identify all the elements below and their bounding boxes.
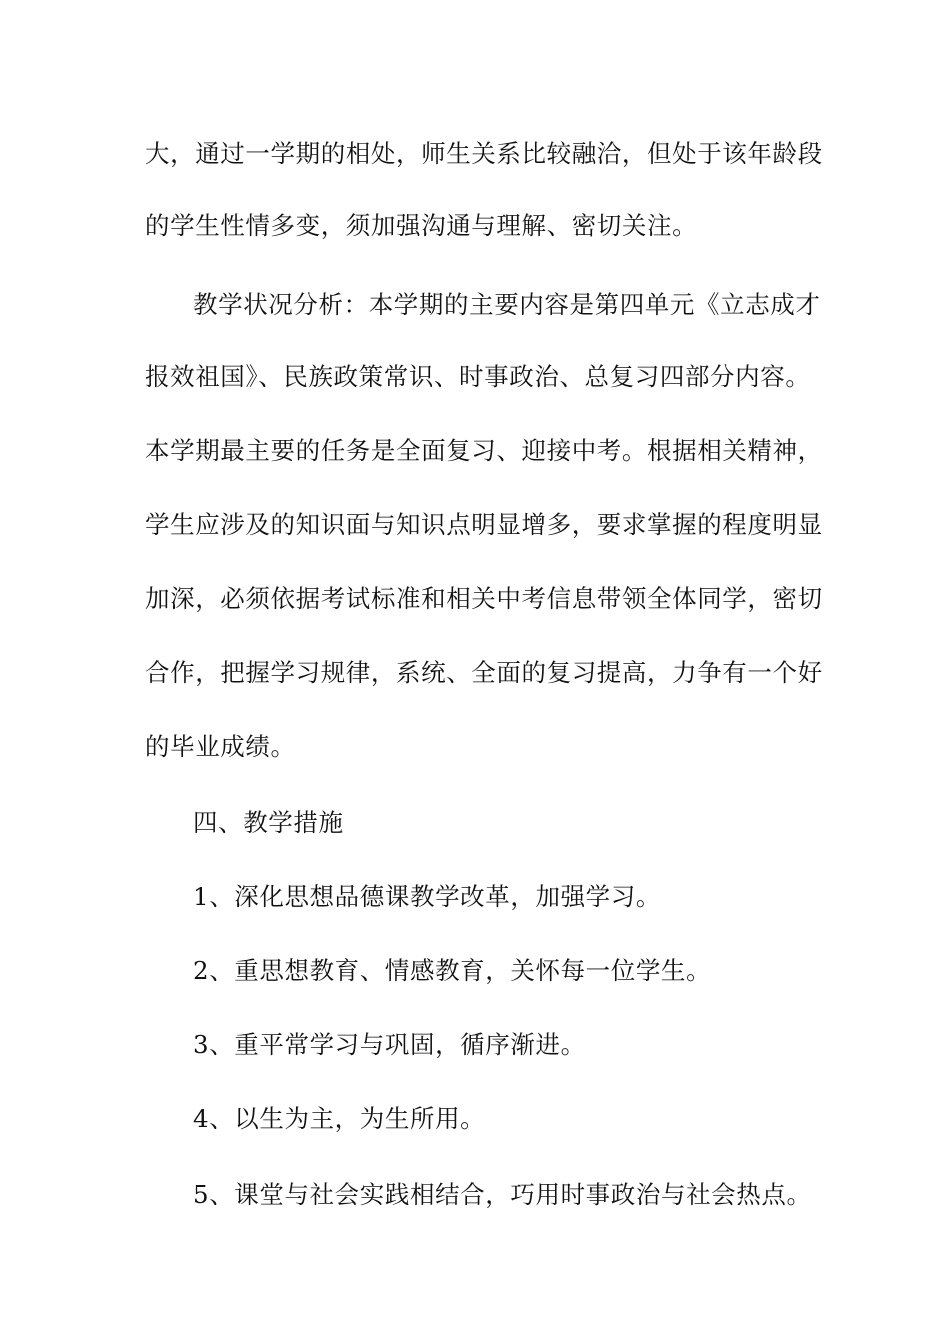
text-line: 报效祖国》、民族政策常识、时事政治、总复习四部分内容。 xyxy=(145,362,811,391)
text-line: 学生应涉及的知识面与知识点明显增多，要求掌握的程度明显 xyxy=(145,510,823,539)
text-line: 本学期最主要的任务是全面复习、迎接中考。根据相关精神， xyxy=(145,436,823,465)
list-item: 2、重思想教育、情感教育，关怀每一位学生。 xyxy=(193,956,712,985)
text-line: 加深，必须依据考试标准和相关中考信息带领全体同学，密切 xyxy=(145,584,823,613)
text-line: 合作，把握学习规律，系统、全面的复习提高，力争有一个好 xyxy=(145,658,823,687)
paragraph-start-line: 教学状况分析：本学期的主要内容是第四单元《立志成才 xyxy=(193,290,821,319)
list-item: 5、课堂与社会实践相结合，巧用时事政治与社会热点。 xyxy=(193,1180,812,1209)
text-line: 的毕业成绩。 xyxy=(145,732,296,761)
text-line: 的学生性情多变，须加强沟通与理解、密切关注。 xyxy=(145,211,698,240)
list-item: 3、重平常学习与巩固，循序渐进。 xyxy=(193,1030,586,1059)
list-item: 4、以生为主，为生所用。 xyxy=(193,1104,486,1133)
section-heading: 四、教学措施 xyxy=(193,808,344,837)
text-line: 大，通过一学期的相处，师生关系比较融洽，但处于该年龄段 xyxy=(145,139,823,168)
list-item: 1、深化思想品德课教学改革，加强学习。 xyxy=(193,882,661,911)
